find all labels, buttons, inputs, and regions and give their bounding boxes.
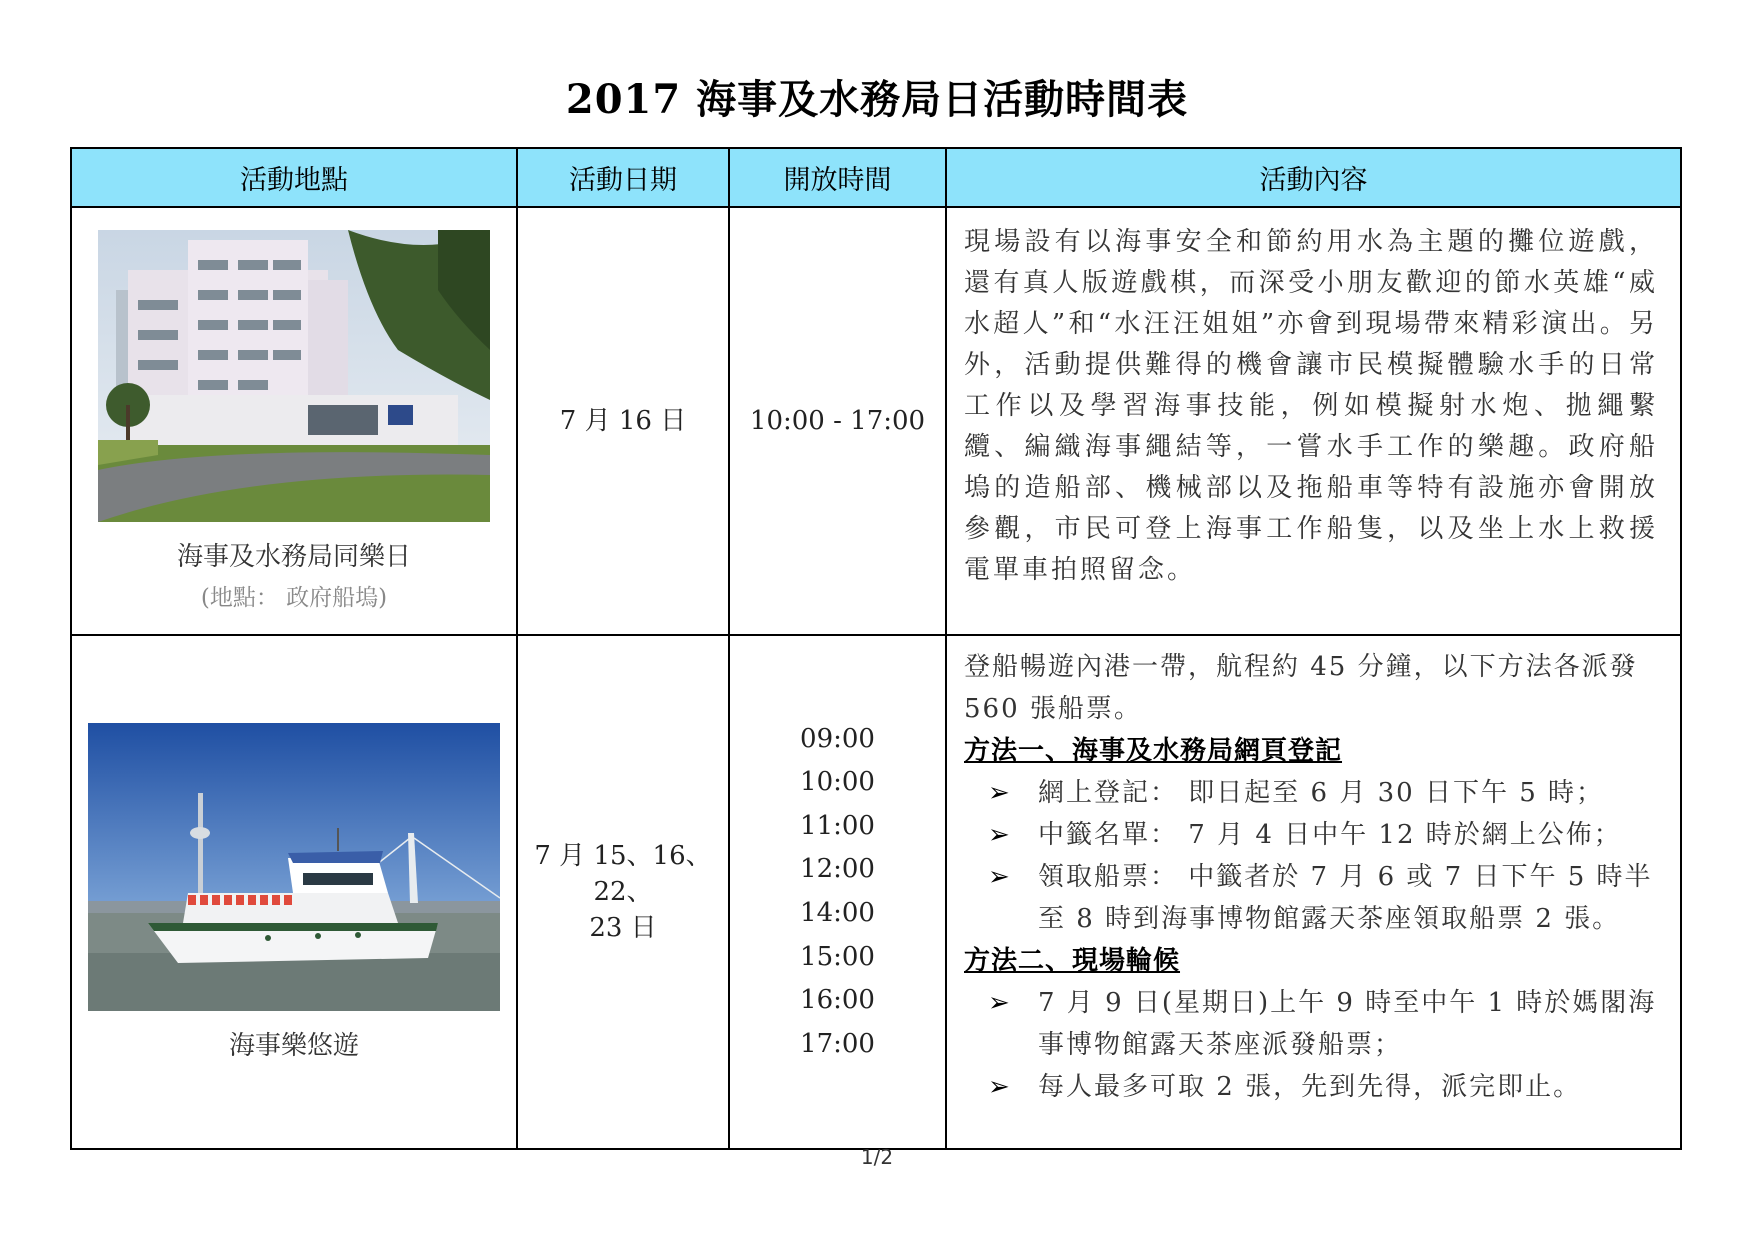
list-item: ➢ 中籤名單： 7 月 4 日中午 12 時於網上公佈；	[964, 814, 1658, 856]
location-cell	[71, 207, 517, 635]
time-slot: 11:00	[800, 810, 875, 841]
header-location: 活動地點	[71, 148, 517, 207]
boat-photo	[88, 723, 500, 1011]
date-line: 23 日	[589, 913, 657, 943]
building-photo	[98, 230, 490, 522]
date-cell: 7 月 16 日	[517, 207, 729, 635]
time-cell	[729, 635, 946, 1149]
list-item: ➢ 網上登記： 即日起至 6 月 30 日下午 5 時；	[964, 772, 1658, 814]
page-title: 2017 海事及水務局日活動時間表	[565, 76, 1189, 123]
header-date: 活動日期	[517, 148, 729, 207]
schedule-table	[70, 147, 1682, 1150]
time-slot: 16:00	[800, 985, 875, 1016]
table-header-row	[71, 148, 1681, 207]
time-cell: 10:00 - 17:00	[729, 207, 946, 635]
activity-description: 現場設有以海事安全和節約用水為主題的攤位遊戲，還有真人版遊戲棋，而深受小朋友歡迎的節水英雄“威水超人”和“水汪汪姐姐”亦會到現場帶來精彩演出。另外，活動提供難得的機會讓市民模擬體驗水手的日常工作以及學習海事技能，例如模擬射水炮、拋繩繫纜、編織海事繩結等，一嘗水手工作的樂趣。政府船塢的造船部、機械部以及拖船車等特有設施亦會開放參觀，市民可登上海事工作船隻，以及坐上水上救援電單車拍照留念。	[946, 207, 1681, 635]
list-item: ➢ 領取船票： 中籤者於 7 月 6 或 7 日下午 5 時半至 8 時到海事博物館露天茶座領取船票 2 張。	[964, 856, 1658, 940]
method2-heading: 方法二、現場輪候	[964, 946, 1181, 976]
location-subcaption: (地點： 政府船塢)	[200, 585, 388, 611]
table-row	[71, 635, 1681, 1149]
header-time: 開放時間	[729, 148, 946, 207]
arrow-bullet-icon: ➢	[988, 862, 1012, 892]
date-line: 7 月 15、16、22、	[534, 841, 712, 907]
page-number: 1/2	[860, 1145, 894, 1169]
list-item: ➢ 7 月 9 日(星期日)上午 9 時至中午 1 時於媽閣海事博物館露天茶座派發船票；	[964, 982, 1658, 1066]
arrow-bullet-icon: ➢	[988, 988, 1012, 1018]
method1-heading: 方法一、海事及水務局網頁登記	[964, 736, 1343, 766]
location-caption: 海事及水務局同樂日	[176, 542, 411, 572]
location-cell	[71, 635, 517, 1149]
header-content: 活動內容	[946, 148, 1681, 207]
time-slot: 14:00	[800, 898, 875, 928]
time-slot: 12:00	[800, 854, 875, 885]
time-slot: 10:00	[800, 767, 875, 798]
date-cell	[517, 635, 729, 1149]
time-slot: 09:00	[800, 723, 875, 754]
table-row	[71, 207, 1681, 635]
time-slot: 17:00	[800, 1028, 875, 1059]
intro-text: 登船暢遊內港一帶，航程約 45 分鐘，以下方法各派發 560 張船票。	[964, 652, 1638, 724]
location-caption: 海事樂悠遊	[228, 1030, 359, 1061]
arrow-bullet-icon: ➢	[988, 1072, 1012, 1102]
arrow-bullet-icon: ➢	[988, 820, 1012, 850]
activity-description	[946, 635, 1681, 1149]
arrow-bullet-icon: ➢	[988, 778, 1012, 808]
time-slot: 15:00	[800, 941, 875, 972]
list-item: ➢ 每人最多可取 2 張，先到先得，派完即止。	[964, 1066, 1658, 1108]
